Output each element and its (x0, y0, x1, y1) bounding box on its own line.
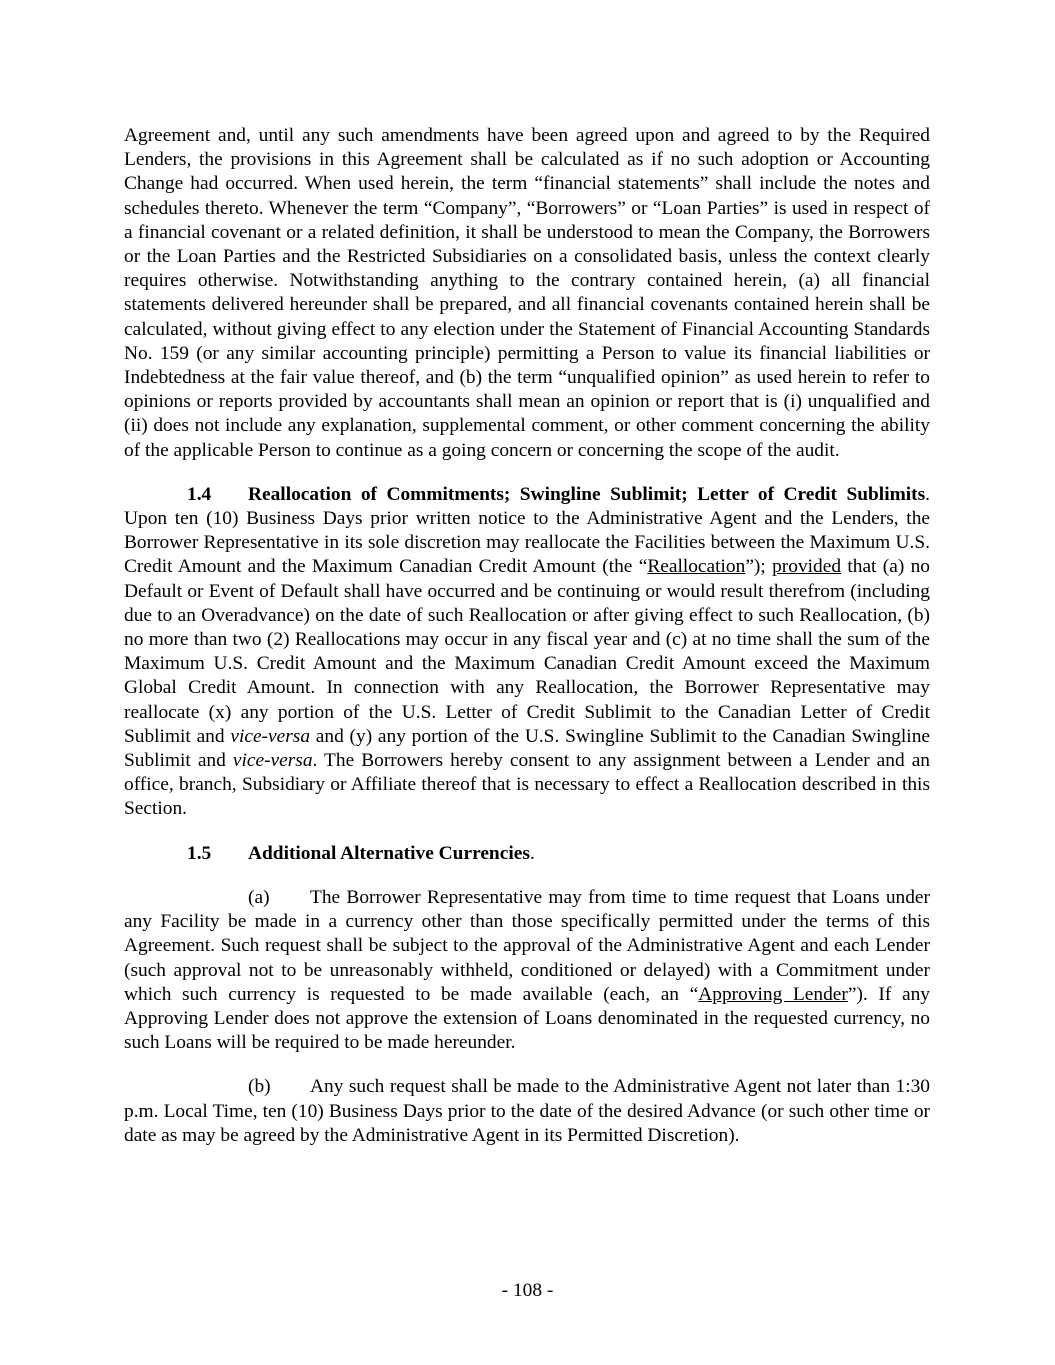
section-1-4-heading-period: . (925, 483, 930, 505)
vice-versa-2: vice-versa (232, 750, 313, 772)
document-page (124, 124, 930, 1148)
provided-term: provided (772, 556, 842, 578)
section-1-5-heading-period: . (529, 842, 535, 864)
section-1-5-number: 1.5 (187, 842, 212, 864)
subsection-b-label: (b) (248, 1076, 271, 1098)
subsection-b-paragraph (124, 1075, 930, 1148)
section-1-4-text-4: and (y) any portion of the U.S. Swingline Sublimit to the Canadian Swingline Sublimit and (124, 725, 930, 772)
subsection-a-label: (a) (248, 886, 270, 908)
defined-term-reallocation: Reallocation (647, 556, 746, 578)
section-1-4-text-3: that (a) no Default or Event of Default shall have occurred and be continuing or would result therefrom (including due to an Overadvance) on the date of such Reallocation or after giving effect to such Reallocation, (b) no more than two (2) Reallocations may occur in any fiscal year and (c) at no time shall the sum of the Maximum U.S. Credit Amount and the Maximum Canadian Credit Amount exceed the Maximum Global Credit Amount. In connection with any Reallocation, the Borrower Representative may reallocate (x) any portion of the U.S. Letter of Credit Sublimit to the Canadian Letter of Credit Sublimit and (124, 556, 930, 747)
subsection-b-text: Any such request shall be made to the Administrative Agent not later than 1:30 p.m. Local Time, ten (10) Business Days prior to the date of the desired Advance (or such other time or date as may be agreed by the Administrative Agent in its Permitted Discretion). (124, 1076, 930, 1146)
section-1-4-text-5: . The Borrowers hereby consent to any assignment between a Lender and an office, branch, Subsidiary or Affiliate thereof that is necessary to effect a Reallocation described in this Section. (124, 750, 931, 820)
subsection-a-text-1: The Borrower Representative may from time to time request that Loans under any Facility be made in a currency other than those specifically permitted under the terms of this Agreement. Such request shall be subject to the approval of the Administrative Agent and each Lender (such approval not to be unreasonably withheld, conditioned or delayed) with a Commitment under which such currency is requested to be made available (each, an “ (124, 886, 930, 1005)
subsection-a-text-2: ”). If any Approving Lender does not approve the extension of Loans denominated in the requested currency, no such Loans will be required to be made hereunder. (124, 983, 930, 1054)
section-1-4-text-1: Upon ten (10) Business Days prior written notice to the Administrative Agent and the Lenders, the Borrower Representative in its sole discretion may reallocate the Facilities between the Maximum U.S. Credit Amount and the Maximum Canadian Credit Amount (the “ (124, 508, 930, 578)
paragraph-intro: Agreement and, until any such amendments have been agreed upon and agreed to by the Required Lenders, the provisions in this Agreement shall be calculated as if no such adoption or Accounting Change had occurred. When used herein, the term “financial statements” shall include the notes and schedules thereto. Whenever the term “Company”, “Borrowers” or “Loan Parties” is used in respect of a financial covenant or a related definition, it shall be understood to mean the Company, the Borrowers or the Loan Parties and the Restricted Subsidiaries on a consolidated basis, unless the context clearly requires otherwise. Notwithstanding anything to the contrary contained herein, (a) all financial statements delivered hereunder shall be prepared, and all financial covenants contained herein shall be calculated, without giving effect to any election under the Statement of Financial Accounting Standards No. 159 (or any similar accounting principle) permitting a Person to value its financial liabilities or Indebtedness at the fair value thereof, and (b) the term “unqualified opinion” as used herein to refer to opinions or reports provided by accountants shall mean an opinion or report that is (i) unqualified and (ii) does not include any explanation, supplemental comment, or other comment concerning the ability of the applicable Person to continue as a going concern or concerning the scope of the audit. (124, 125, 930, 461)
section-1-4-number: 1.4 (187, 483, 212, 505)
defined-term-approving-lender: Approving Lender (698, 983, 848, 1005)
vice-versa-1: vice-versa (230, 725, 311, 747)
section-1-4-paragraph (124, 483, 930, 822)
subsection-a-paragraph (124, 886, 930, 1055)
section-1-4-heading: Reallocation of Commitments; Swingline Sublimit; Letter of Credit Sublimits (248, 483, 926, 505)
section-1-5-heading: Additional Alternative Currencies (248, 842, 530, 864)
page-number: - 108 - (501, 1280, 554, 1301)
section-1-4-text-2: ”); (745, 556, 773, 578)
section-1-5-heading-paragraph (124, 842, 930, 866)
